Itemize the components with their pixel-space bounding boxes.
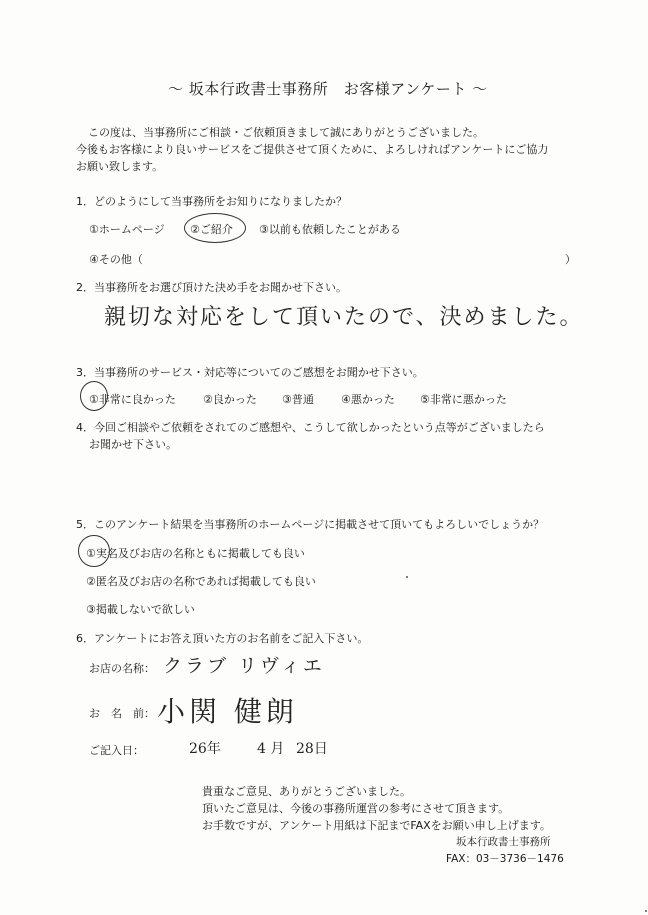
- q1-other-close: ）: [565, 253, 576, 266]
- q1-option-other[interactable]: ④その他（: [89, 253, 143, 266]
- footer-fax-request: お手数ですが、アンケート用紙は下記までFAXをお願い申し上げます。: [202, 819, 551, 832]
- q3-option-good[interactable]: ②良かった: [203, 393, 257, 406]
- q5-option-real-name[interactable]: ①実名及びお店の名称ともに掲載しても良い: [86, 547, 305, 560]
- page-title: ～ 坂本行政書士事務所 お客様アンケート ～: [168, 80, 488, 98]
- q3-question: 3．当事務所のサービス・対応等についてのご感想をお聞かせ下さい。: [76, 366, 424, 379]
- footer-fax-number: FAX：03－3736－1476: [446, 853, 564, 865]
- q1-option-previous[interactable]: ③以前も依頼したことがある: [259, 223, 401, 236]
- shop-name-label: お店の名称：: [89, 662, 155, 675]
- date-day: 28日: [296, 741, 328, 757]
- footer-thanks: 貴重なご意見、ありがとうございました。: [202, 785, 411, 798]
- footer-usage: 頂いたご意見は、今後の事務所運営の参考にさせて頂きます。: [202, 802, 510, 815]
- intro-line-2: 今後もお客様により良いサービスをご提供させて頂くために、よろしければアンケートにご協力: [76, 143, 549, 156]
- q2-question: 2．当事務所をお選び頂けた決め手をお聞かせ下さい。: [76, 281, 347, 294]
- q5-option-no-publish[interactable]: ③掲載しないで欲しい: [86, 603, 195, 616]
- footer-office-name: 坂本行政書士事務所: [456, 836, 551, 848]
- intro-line-3: お願い致します。: [76, 160, 164, 173]
- q2-handwritten-answer: 親切な対応をして頂いたので、決めました。: [104, 305, 584, 330]
- q5-question: 5．このアンケート結果を当事務所のホームページに掲載させて頂いてもよろしいでしょうか？: [76, 518, 545, 531]
- q1-option-homepage[interactable]: ①ホームページ: [89, 223, 165, 236]
- shop-name-handwritten: クラブ リヴィエ: [163, 655, 325, 677]
- q3-option-bad[interactable]: ④悪かった: [341, 393, 395, 406]
- customer-name-handwritten: 小関 健朗: [157, 695, 298, 728]
- q3-option-very-good[interactable]: ①非常に良かった: [89, 393, 176, 406]
- scan-speck: [406, 576, 408, 578]
- q1-question: 1．どのようにして当事務所をお知りになりましたか？: [76, 195, 347, 208]
- q1-option-referral[interactable]: ②ご紹介: [190, 223, 233, 236]
- scan-speck-corner: [645, 910, 647, 912]
- date-year: 26年: [189, 741, 221, 757]
- q3-option-very-bad[interactable]: ⑤非常に悪かった: [420, 393, 507, 406]
- date-label: ご記入日：: [89, 744, 144, 757]
- q6-question: 6．アンケートにお答え頂いた方のお名前をご記入下さい。: [76, 632, 369, 645]
- q4-question-line-1: 4．今回ご相談やご依頼をされてのご感想や、こうして欲しかったという点等がございましたら: [76, 421, 545, 434]
- intro-line-1: この度は、当事務所にご相談・ご依頼頂きまして誠にありがとうございました。: [88, 126, 484, 139]
- date-month: 4 月: [257, 741, 285, 757]
- customer-name-label: お 名 前：: [89, 707, 155, 720]
- q5-option-anonymous[interactable]: ②匿名及びお店の名称であれば掲載しても良い: [86, 575, 316, 588]
- q4-question-line-2: お聞かせ下さい。: [89, 438, 177, 451]
- q3-option-neutral[interactable]: ③普通: [282, 393, 314, 406]
